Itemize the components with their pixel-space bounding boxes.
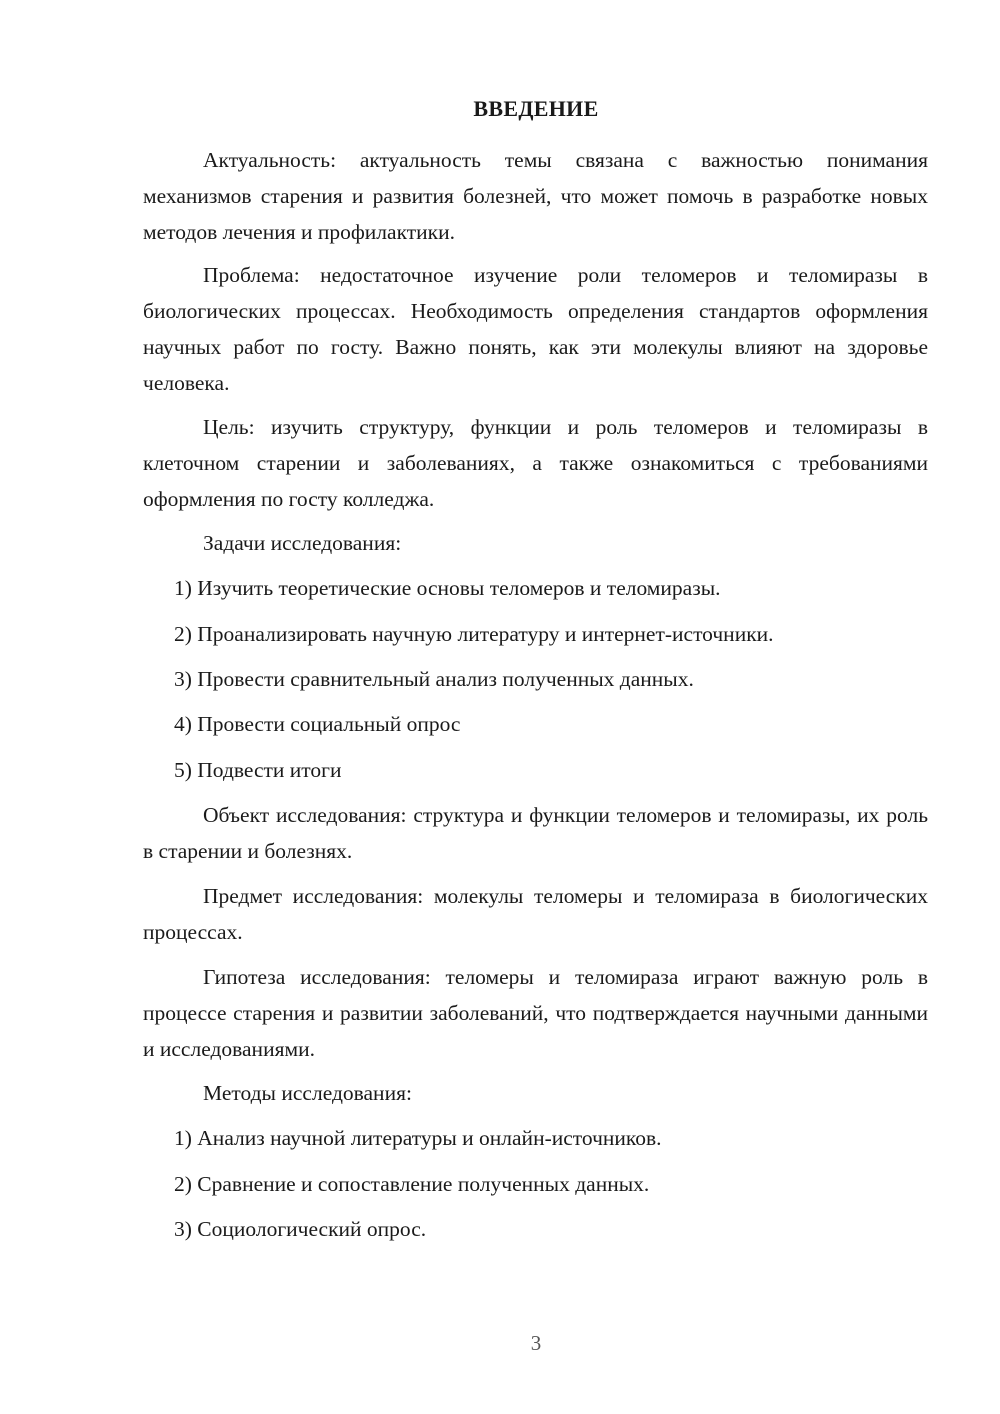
hypothesis-paragraph: Гипотеза исследования: теломеры и теломираза играют важную роль в процессе старения и развитии заболеваний, что подтверждается научными данными и исследованиями. [143, 965, 928, 1061]
page-title: ВВЕДЕНИЕ [473, 96, 599, 121]
method-item: 3) Социологический опрос. [174, 1217, 427, 1241]
task-item: 5) Подвести итоги [174, 758, 342, 782]
relevance-paragraph: Актуальность: актуальность темы связана с важностью понимания механизмов старения и развития болезней, что может помочь в разработке новых методов лечения и профилактики. [143, 148, 928, 244]
page-number: 3 [530, 1331, 542, 1355]
tasks-heading: Задачи исследования: [203, 531, 402, 555]
method-item: 2) Сравнение и сопоставление полученных данных. [174, 1172, 650, 1196]
task-item: 2) Проанализировать научную литературу и интернет-источники. [174, 622, 774, 646]
method-item: 1) Анализ научной литературы и онлайн-источников. [174, 1126, 662, 1150]
subject-paragraph: Предмет исследования: молекулы теломеры и теломираза в биологических процессах. [143, 884, 928, 944]
object-paragraph: Объект исследования: структура и функции теломеров и теломиразы, их роль в старении и болезнях. [143, 803, 928, 863]
methods-heading: Методы исследования: [203, 1081, 412, 1105]
task-item: 3) Провести сравнительный анализ полученных данных. [174, 667, 694, 691]
problem-paragraph: Проблема: недостаточное изучение роли теломеров и теломиразы в биологических процессах. Необходимость определения стандартов оформления научных работ по госту. Важно понять, как эти молекулы влияют на здоровье человека. [143, 263, 928, 395]
task-item: 4) Провести социальный опрос [174, 712, 461, 736]
task-item: 1) Изучить теоретические основы теломеров и теломиразы. [174, 576, 721, 600]
goal-paragraph: Цель: изучить структуру, функции и роль теломеров и теломиразы в клеточном старении и заболеваниях, а также ознакомиться с требованиями оформления по госту колледжа. [143, 415, 928, 511]
